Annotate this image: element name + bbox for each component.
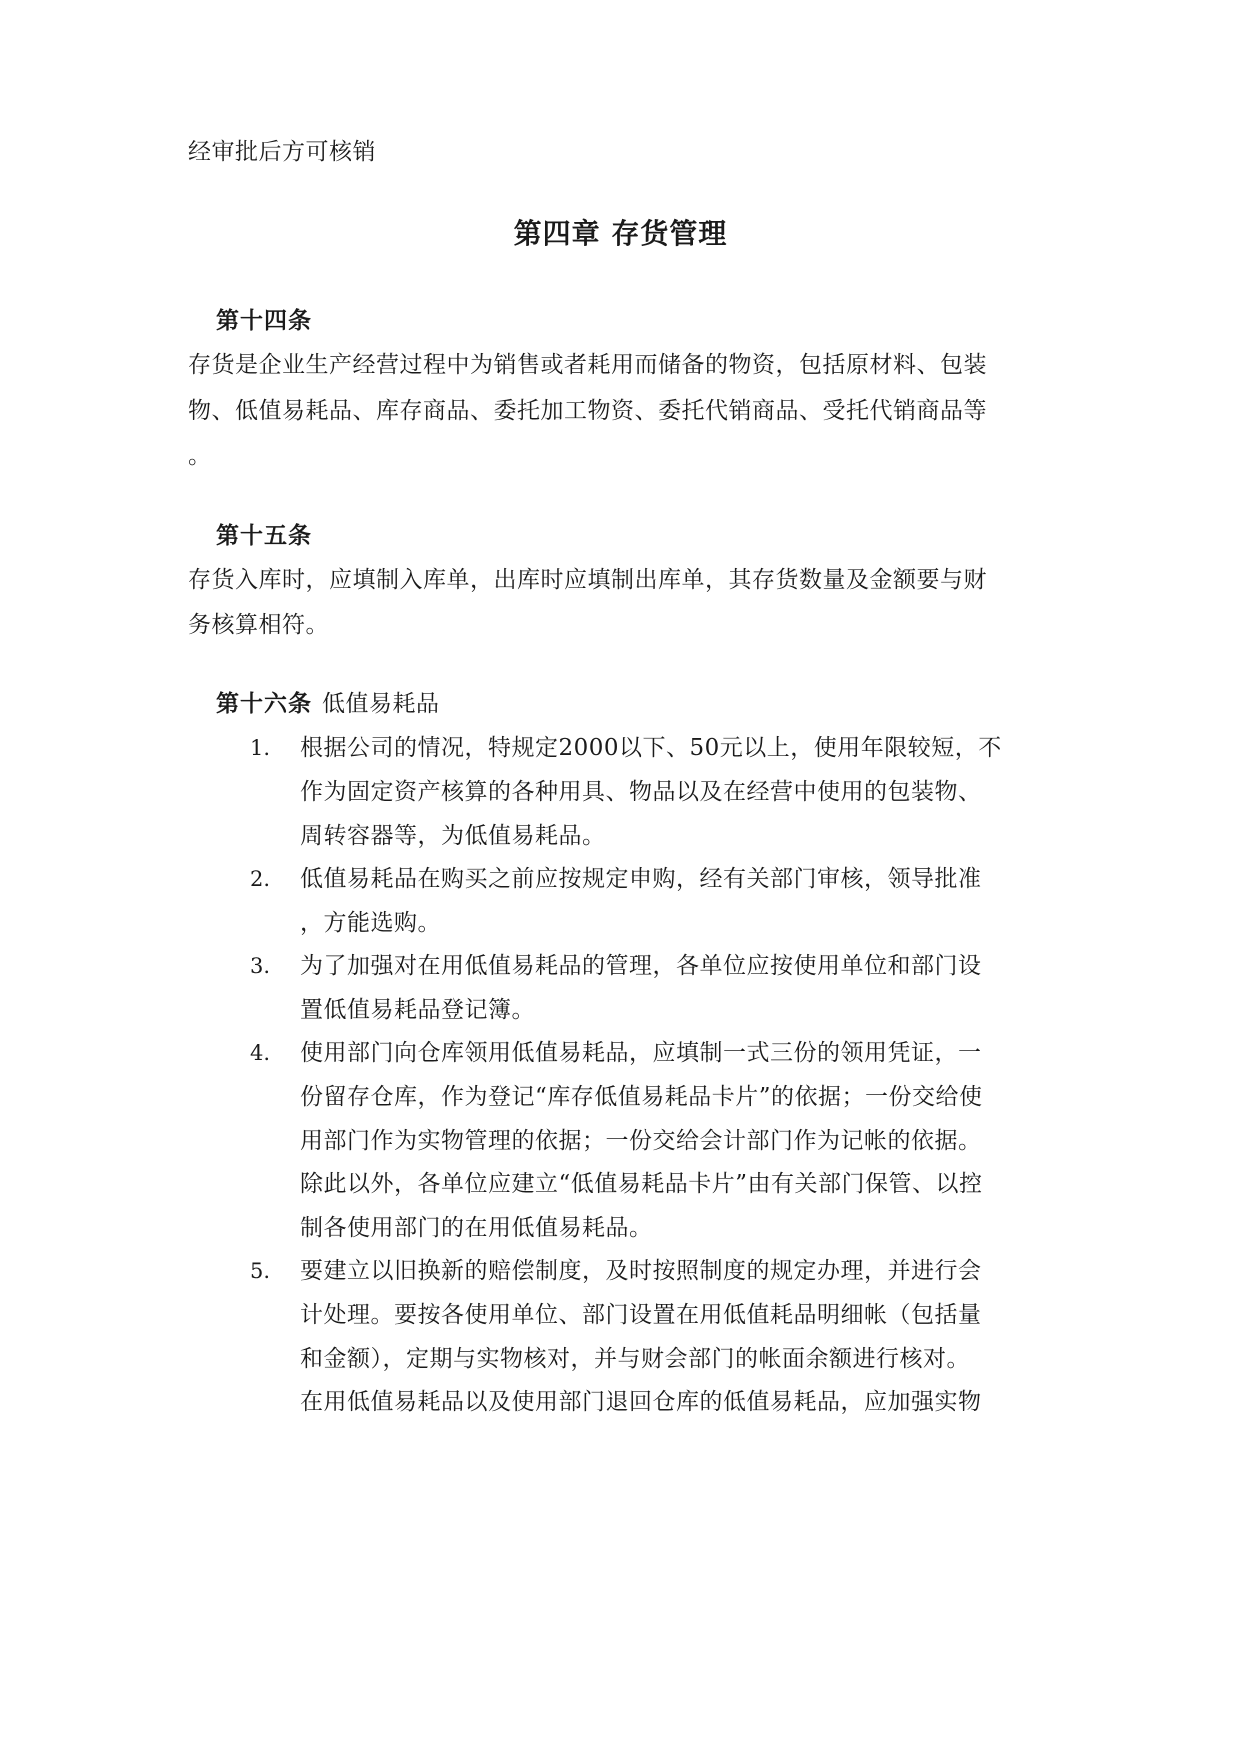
article-15-line-1: 存货入库时，应填制入库单，出库时应填制出库单，其存货数量及金额要与财 <box>188 567 987 593</box>
list-item-1-line-1: 根据公司的情况，特规定2000以下、50元以上，使用年限较短，不 <box>300 735 1002 761</box>
article-15-heading <box>216 521 312 551</box>
article-16-heading <box>216 689 440 719</box>
article-14-line-1: 存货是企业生产经营过程中为销售或者耗用而储备的物资，包括原材料、包装 <box>188 352 987 378</box>
chapter-title: 第四章 存货管理 <box>513 217 728 250</box>
article-16-subtitle: 低值易耗品 <box>322 691 440 717</box>
list-item-4-line-5: 制各使用部门的在用低值易耗品。 <box>300 1215 653 1241</box>
article-15-line-2: 务核算相符。 <box>188 612 329 638</box>
article-14-line-2: 物、低值易耗品、库存商品、委托加工物资、委托代销商品、受托代销商品等 <box>188 398 987 424</box>
article-16-number: 第十六条 <box>216 690 312 717</box>
list-item-4-line-4: 除此以外，各单位应建立“低值易耗品卡片”由有关部门保管、以控 <box>300 1171 983 1197</box>
list-item-4-line-1: 使用部门向仓库领用低值易耗品，应填制一式三份的领用凭证，一 <box>300 1040 982 1066</box>
list-item-1-line-2: 作为固定资产核算的各种用具、物品以及在经营中使用的包装物、 <box>300 779 982 805</box>
list-item-1-number: 1. <box>250 736 271 760</box>
list-item-4-line-3: 用部门作为实物管理的依据；一份交给会计部门作为记帐的依据。 <box>300 1128 982 1154</box>
list-item-5-line-4: 在用低值易耗品以及使用部门退回仓库的低值易耗品，应加强实物 <box>300 1389 982 1415</box>
article-14-number: 第十四条 <box>216 307 312 334</box>
list-item-3-number: 3. <box>250 954 271 978</box>
list-item-3-line-2: 置低值易耗品登记簿。 <box>300 997 535 1023</box>
top-line: 经审批后方可核销 <box>188 139 376 165</box>
article-14-heading <box>216 306 312 336</box>
list-item-1-line-3: 周转容器等，为低值易耗品。 <box>300 823 606 849</box>
article-15-number: 第十五条 <box>216 522 312 549</box>
list-item-4-line-2: 份留存仓库，作为登记“库存低值易耗品卡片”的依据；一份交给使 <box>300 1084 983 1110</box>
list-item-2-number: 2. <box>250 867 271 891</box>
list-item-4-number: 4. <box>250 1041 271 1065</box>
list-item-2-line-2: ，方能选购。 <box>300 910 441 936</box>
list-item-5-line-2: 计处理。要按各使用单位、部门设置在用低值耗品明细帐（包括量 <box>300 1302 982 1328</box>
list-item-5-line-1: 要建立以旧换新的赔偿制度，及时按照制度的规定办理，并进行会 <box>300 1258 982 1284</box>
list-item-5-number: 5. <box>250 1259 271 1283</box>
list-item-5-line-3: 和金额），定期与实物核对，并与财会部门的帐面余额进行核对。 <box>300 1346 970 1372</box>
article-14-line-3: 。 <box>188 443 212 469</box>
list-item-3-line-1: 为了加强对在用低值易耗品的管理，各单位应按使用单位和部门设 <box>300 953 982 979</box>
list-item-2-line-1: 低值易耗品在购买之前应按规定申购，经有关部门审核，领导批准 <box>300 866 982 892</box>
